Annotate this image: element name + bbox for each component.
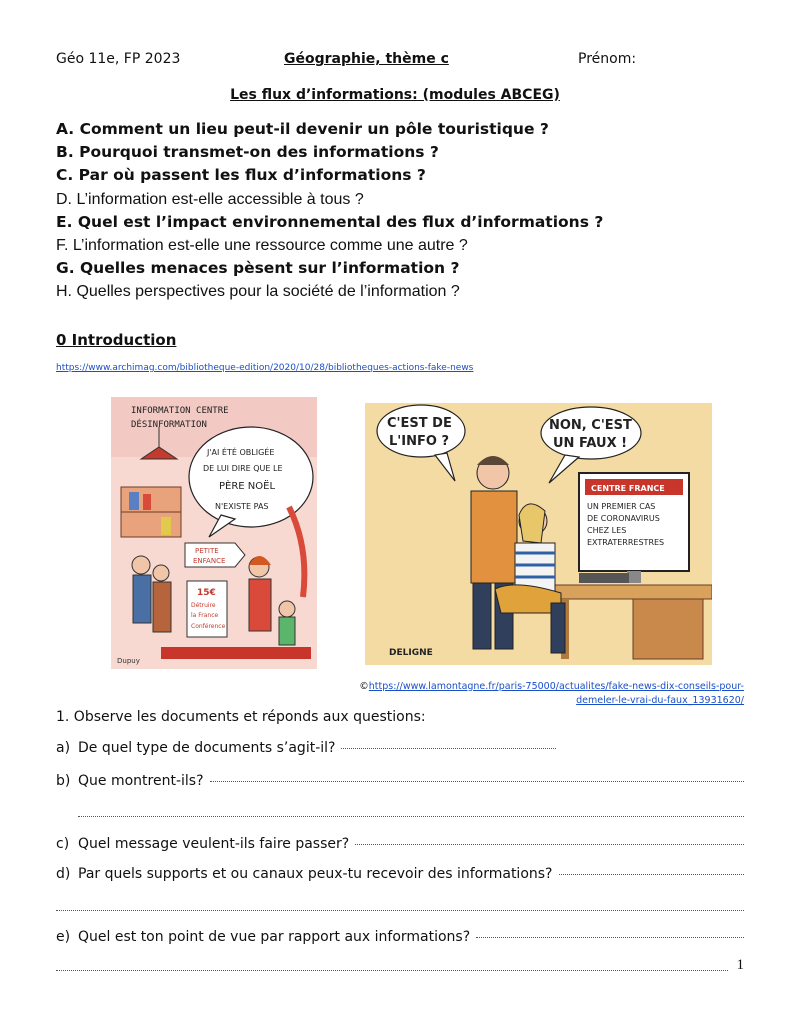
cartoon1-sign-1: PETITE <box>195 547 219 555</box>
question-c-row <box>56 836 744 852</box>
cartoon2-screen-4: EXTRATERRESTRES <box>587 538 665 547</box>
question-e: E. Quel est l’impact environnemental des flux d’informations ? <box>56 212 604 231</box>
question-d: D. L’information est-elle accessible à tous ? <box>56 190 364 208</box>
cartoon2-screen-header: CENTRE FRANCE <box>591 484 665 493</box>
cartoon1-heading-1: INFORMATION CENTRE <box>131 406 229 416</box>
exercise-instruction: 1. Observe les documents et réponds aux questions: <box>56 709 426 725</box>
module-question-list <box>56 118 756 304</box>
answer-line-a[interactable] <box>341 748 556 749</box>
cartoon1-bubble-1: J'AI ÉTÉ OBLIGÉE <box>207 448 275 457</box>
cartoon1-poster-3: la France <box>191 612 219 619</box>
question-e-text: Quel est ton point de vue par rapport aux informations? <box>78 929 471 945</box>
answer-line-e-2[interactable] <box>56 970 728 971</box>
question-e-row <box>56 929 744 945</box>
cartoon1-bubble-4: N'EXISTE PAS <box>215 502 269 511</box>
question-c: C. Par où passent les flux d’informations ? <box>56 166 426 185</box>
header-title: Géographie, thème c <box>284 51 449 67</box>
cartoon-fake-news <box>365 403 712 665</box>
cartoon2-screen-1: UN PREMIER CAS <box>587 502 656 511</box>
question-b-letter: b) <box>56 773 71 789</box>
cartoon1-heading-2: DÉSINFORMATION <box>131 420 207 430</box>
header-firstname-label: Prénom: <box>578 51 637 67</box>
cartoon1-poster-4: Conférence <box>191 623 226 630</box>
cartoon-disinformation-center <box>111 397 317 669</box>
cartoon2-bubble2-2: UN FAUX ! <box>553 436 628 451</box>
copyright-symbol: © <box>359 681 369 692</box>
question-e-letter: e) <box>56 929 71 945</box>
question-c-letter: c) <box>56 836 70 852</box>
question-a: A. Comment un lieu peut-il devenir un pôle touristique ? <box>56 120 549 138</box>
question-g: G. Quelles menaces pèsent sur l’information ? <box>56 259 460 278</box>
answer-line-d-2[interactable] <box>56 910 744 911</box>
question-a-letter: a) <box>56 740 71 756</box>
question-a-row <box>56 740 556 756</box>
answer-line-d[interactable] <box>559 874 745 875</box>
answer-line-b[interactable] <box>210 781 744 782</box>
answer-line-e[interactable] <box>476 937 744 938</box>
question-d-text: Par quels supports et ou canaux peux-tu recevoir des informations? <box>78 866 553 882</box>
cartoon1-poster-1: 15€ <box>197 588 216 598</box>
question-d-row <box>56 866 744 882</box>
question-b-row <box>56 773 744 789</box>
answer-line-c[interactable] <box>355 844 744 845</box>
cartoon2-bubble1-2: L'INFO ? <box>389 434 449 449</box>
answer-line-b-2[interactable] <box>78 816 744 817</box>
question-b: B. Pourquoi transmet-on des informations ? <box>56 143 439 162</box>
section-title: 0 Introduction <box>56 331 177 349</box>
archimag-link[interactable]: https://www.archimag.com/bibliotheque-edition/2020/10/28/bibliotheques-actions-fake-news <box>56 363 474 373</box>
question-h: H. Quelles perspectives pour la société de l’information ? <box>56 283 460 301</box>
cartoon2-signature: DELIGNE <box>389 648 433 658</box>
cartoon2-screen-3: CHEZ LES <box>587 526 627 535</box>
image-credit <box>324 680 744 708</box>
cartoon2-bubble2-1: NON, C'EST <box>549 418 632 433</box>
question-d-letter: d) <box>56 866 71 882</box>
cartoon1-bubble-2: DE LUI DIRE QUE LE <box>203 464 283 473</box>
cartoon2-bubble1-1: C'EST DE <box>387 416 452 431</box>
question-a-text: De quel type de documents s’agit-il? <box>78 740 336 756</box>
page-number: 1 <box>736 957 744 973</box>
cartoon1-poster-2: Détruire <box>191 602 216 609</box>
question-f: F. L’information est-elle une ressource comme une autre ? <box>56 236 468 254</box>
cartoon1-bubble-3: PÈRE NOËL <box>219 481 276 492</box>
cartoon1-sign-2: ENFANCE <box>193 557 226 565</box>
question-b-text: Que montrent-ils? <box>78 773 204 789</box>
credit-link-line-1[interactable]: https://www.lamontagne.fr/paris-75000/actualites/fake-news-dix-conseils-pour- <box>368 681 744 692</box>
cartoon2-screen-2: DE CORONAVIRUS <box>587 514 660 523</box>
question-c-text: Quel message veulent-ils faire passer? <box>78 836 350 852</box>
cartoon1-signature: Dupuy <box>117 657 140 665</box>
header-course: Géo 11e, FP 2023 <box>56 51 181 67</box>
document-subtitle: Les flux d’informations: (modules ABCEG) <box>230 87 560 103</box>
credit-link-line-2[interactable]: demeler-le-vrai-du-faux_13931620/ <box>576 695 744 706</box>
